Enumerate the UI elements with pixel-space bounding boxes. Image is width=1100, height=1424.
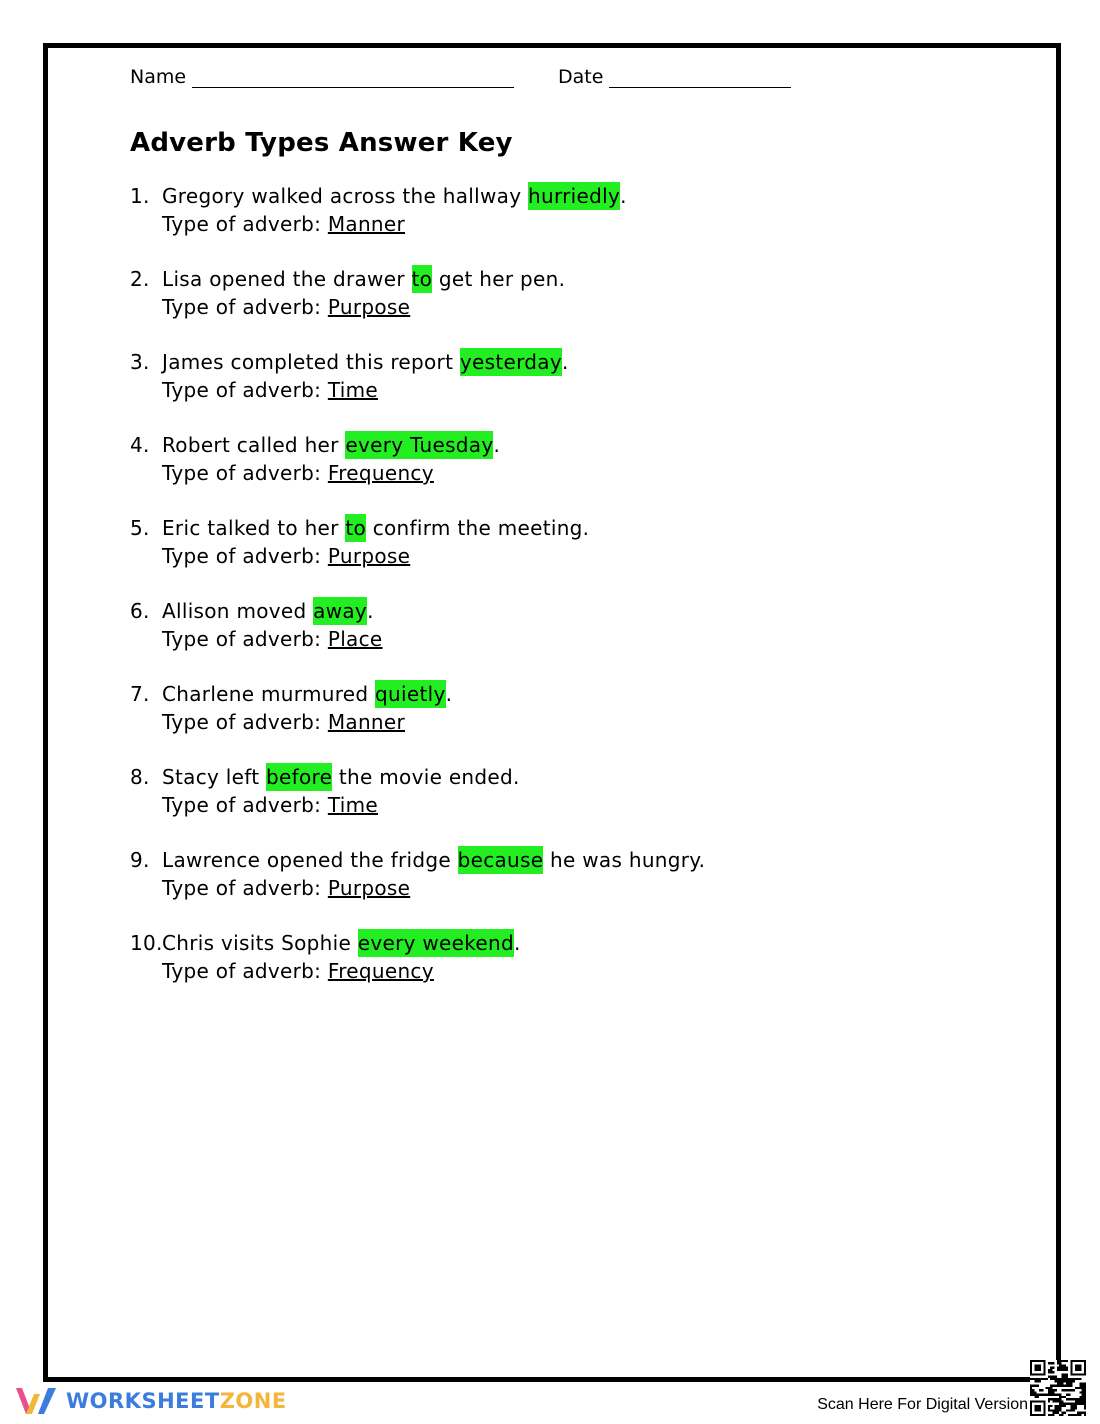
highlighted-adverb: before [266, 765, 333, 789]
date-label: Date [558, 66, 604, 88]
sentence-before: Chris visits Sophie [162, 931, 358, 955]
question-number: 7. [130, 682, 150, 706]
question-item [130, 597, 990, 680]
adverb-type-answer: Frequency [327, 959, 434, 983]
adverb-type-answer: Purpose [327, 544, 411, 568]
adverb-type-answer: Place [327, 627, 383, 651]
question-number: 10. [130, 931, 163, 955]
sentence-before: James completed this report [162, 350, 460, 374]
question-item [130, 348, 990, 431]
adverb-type-answer: Purpose [327, 295, 411, 319]
question-sentence [130, 597, 990, 625]
highlighted-adverb: quietly [375, 682, 446, 706]
question-number: 4. [130, 433, 150, 457]
question-item [130, 431, 990, 514]
sentence-after: . [445, 682, 453, 706]
adverb-type-label: Type of adverb: [162, 627, 328, 651]
adverb-type-answer: Frequency [327, 461, 434, 485]
question-item [130, 846, 990, 929]
adverb-type-answer: Manner [327, 212, 406, 236]
sentence-before: Gregory walked across the hallway [162, 184, 529, 208]
adverb-type-label: Type of adverb: [162, 793, 328, 817]
adverb-type-line [130, 874, 990, 902]
sentence-before: Lawrence opened the fridge [162, 848, 458, 872]
adverb-type-answer: Purpose [327, 876, 411, 900]
question-sentence [130, 929, 990, 957]
sentence-before: Stacy left [162, 765, 267, 789]
question-sentence [130, 763, 990, 791]
adverb-type-line [130, 210, 990, 238]
qr-code-icon[interactable] [1030, 1360, 1086, 1416]
question-number: 3. [130, 350, 150, 374]
sentence-before: Allison moved [162, 599, 314, 623]
adverb-type-answer: Time [327, 378, 378, 402]
highlighted-adverb: every weekend [357, 931, 514, 955]
question-number: 1. [130, 184, 150, 208]
brand-name [66, 1389, 287, 1413]
adverb-type-label: Type of adverb: [162, 212, 328, 236]
question-number: 5. [130, 516, 150, 540]
name-field[interactable] [130, 66, 514, 88]
worksheetzone-logo-icon [14, 1384, 58, 1418]
adverb-type-line [130, 459, 990, 487]
question-sentence [130, 265, 990, 293]
brand-part-zone: ZONE [219, 1389, 287, 1413]
adverb-type-answer: Manner [327, 710, 406, 734]
adverb-type-line [130, 957, 990, 985]
brand-part-worksheet: WORKSHEET [66, 1389, 220, 1413]
question-sentence [130, 680, 990, 708]
question-sentence [130, 514, 990, 542]
highlighted-adverb: to [345, 516, 367, 540]
adverb-type-label: Type of adverb: [162, 544, 328, 568]
adverb-type-line [130, 542, 990, 570]
question-item [130, 929, 990, 1012]
adverb-type-line [130, 376, 990, 404]
question-number: 8. [130, 765, 150, 789]
question-list [130, 182, 990, 1012]
sentence-before: Charlene murmured [162, 682, 376, 706]
sentence-after: . [620, 184, 627, 208]
highlighted-adverb: hurriedly [528, 184, 621, 208]
sentence-after: the movie ended. [332, 765, 520, 789]
name-label: Name [130, 66, 187, 88]
date-blank-line[interactable] [609, 67, 791, 88]
scan-text: Scan Here For Digital Version [817, 1396, 1028, 1413]
question-sentence [130, 846, 990, 874]
sentence-after: . [514, 931, 521, 955]
question-item [130, 763, 990, 846]
adverb-type-line [130, 293, 990, 321]
adverb-type-label: Type of adverb: [162, 959, 328, 983]
highlighted-adverb: away [313, 599, 368, 623]
page-title: Adverb Types Answer Key [130, 128, 513, 158]
adverb-type-line [130, 791, 990, 819]
question-number: 9. [130, 848, 150, 872]
adverb-type-line [130, 625, 990, 653]
adverb-type-label: Type of adverb: [162, 876, 328, 900]
sentence-before: Eric talked to her [162, 516, 346, 540]
adverb-type-label: Type of adverb: [162, 295, 328, 319]
question-item [130, 182, 990, 265]
question-sentence [130, 182, 990, 210]
question-number: 2. [130, 267, 150, 291]
sentence-after: he was hungry. [543, 848, 706, 872]
sentence-after: . [367, 599, 374, 623]
sentence-after: confirm the meeting. [366, 516, 590, 540]
question-item [130, 514, 990, 597]
question-item [130, 680, 990, 763]
sentence-before: Robert called her [162, 433, 346, 457]
sentence-after: get her pen. [432, 267, 566, 291]
worksheetzone-logo [14, 1384, 287, 1418]
adverb-type-label: Type of adverb: [162, 378, 328, 402]
adverb-type-label: Type of adverb: [162, 710, 328, 734]
highlighted-adverb: every Tuesday [345, 433, 494, 457]
adverb-type-answer: Time [327, 793, 378, 817]
highlighted-adverb: yesterday [459, 350, 562, 374]
name-blank-line[interactable] [192, 67, 514, 88]
adverb-type-label: Type of adverb: [162, 461, 328, 485]
question-number: 6. [130, 599, 150, 623]
question-item [130, 265, 990, 348]
question-sentence [130, 348, 990, 376]
question-sentence [130, 431, 990, 459]
sentence-after: . [561, 350, 569, 374]
highlighted-adverb: because [457, 848, 544, 872]
adverb-type-line [130, 708, 990, 736]
sentence-after: . [493, 433, 501, 457]
highlighted-adverb: to [411, 267, 433, 291]
date-field[interactable] [558, 66, 791, 88]
sentence-before: Lisa opened the drawer [162, 267, 412, 291]
